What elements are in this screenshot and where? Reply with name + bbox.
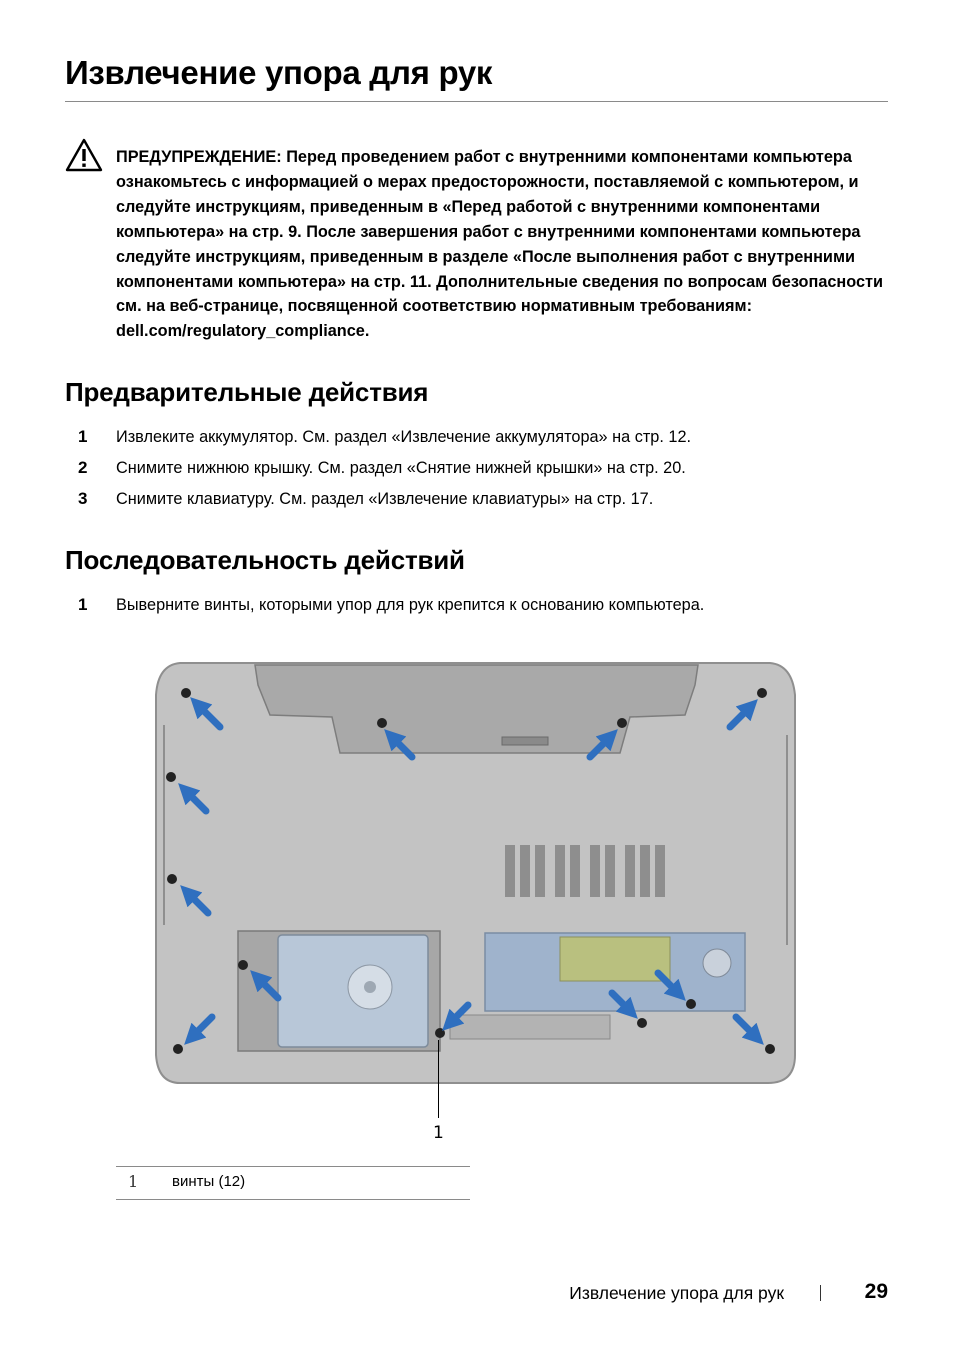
step-text: Снимите клавиатуру. См. раздел «Извлечение клавиатуры» на стр. 17.	[116, 490, 654, 508]
callout-number: 1	[433, 1123, 444, 1143]
page-title: Извлечение упора для рук	[65, 54, 493, 91]
legend-number: 1	[128, 1172, 139, 1191]
procedure-heading: Последовательность действий	[65, 545, 465, 575]
legend-label: винты (12)	[172, 1173, 246, 1190]
memory-module	[560, 937, 670, 981]
step-text: Снимите нижнюю крышку. См. раздел «Снятие нижней крышки» на стр. 20.	[116, 459, 686, 477]
page-number: 29	[864, 1280, 888, 1303]
callout-leader-line	[438, 1040, 439, 1118]
battery-connector	[502, 737, 548, 745]
figure-legend	[116, 1166, 470, 1200]
laptop-base-illustration	[150, 655, 800, 1095]
warning-text: ПРЕДУПРЕЖДЕНИЕ: Перед проведением работ с внутренними компонентами компьютера ознакомьтесь с информацией о мерах предосторожности, поставляемой с компьютером, и следуйте инструкциям, приведенным в «Перед работой с внутренними компонентами компьютера» на стр. 9. После завершения работ с внутренними компонентами компьютера следуйте инструкциям, приведенным в разделе «После выполнения работ с внутренними компонентами компьютера» на стр. 11. Дополнительные сведения по вопросам безопасности см. на веб-странице, посвященной соответствию нормативным требованиям: dell.com/regulatory_compliance.	[116, 148, 884, 341]
step-number: 1	[78, 427, 88, 446]
step-text: Извлеките аккумулятор. См. раздел «Извлечение аккумулятора» на стр. 12.	[116, 428, 692, 446]
step-number: 2	[78, 458, 88, 477]
footer-title: Извлечение упора для рук	[569, 1283, 784, 1303]
prerequisites-heading: Предварительные действия	[65, 377, 429, 407]
step-number: 3	[78, 489, 88, 508]
step-text: Выверните винты, которыми упор для рук крепится к основанию компьютера.	[116, 596, 705, 614]
warning-icon	[65, 138, 103, 172]
step-number: 1	[78, 595, 88, 614]
title-divider	[65, 101, 888, 102]
footer-separator	[820, 1285, 821, 1301]
